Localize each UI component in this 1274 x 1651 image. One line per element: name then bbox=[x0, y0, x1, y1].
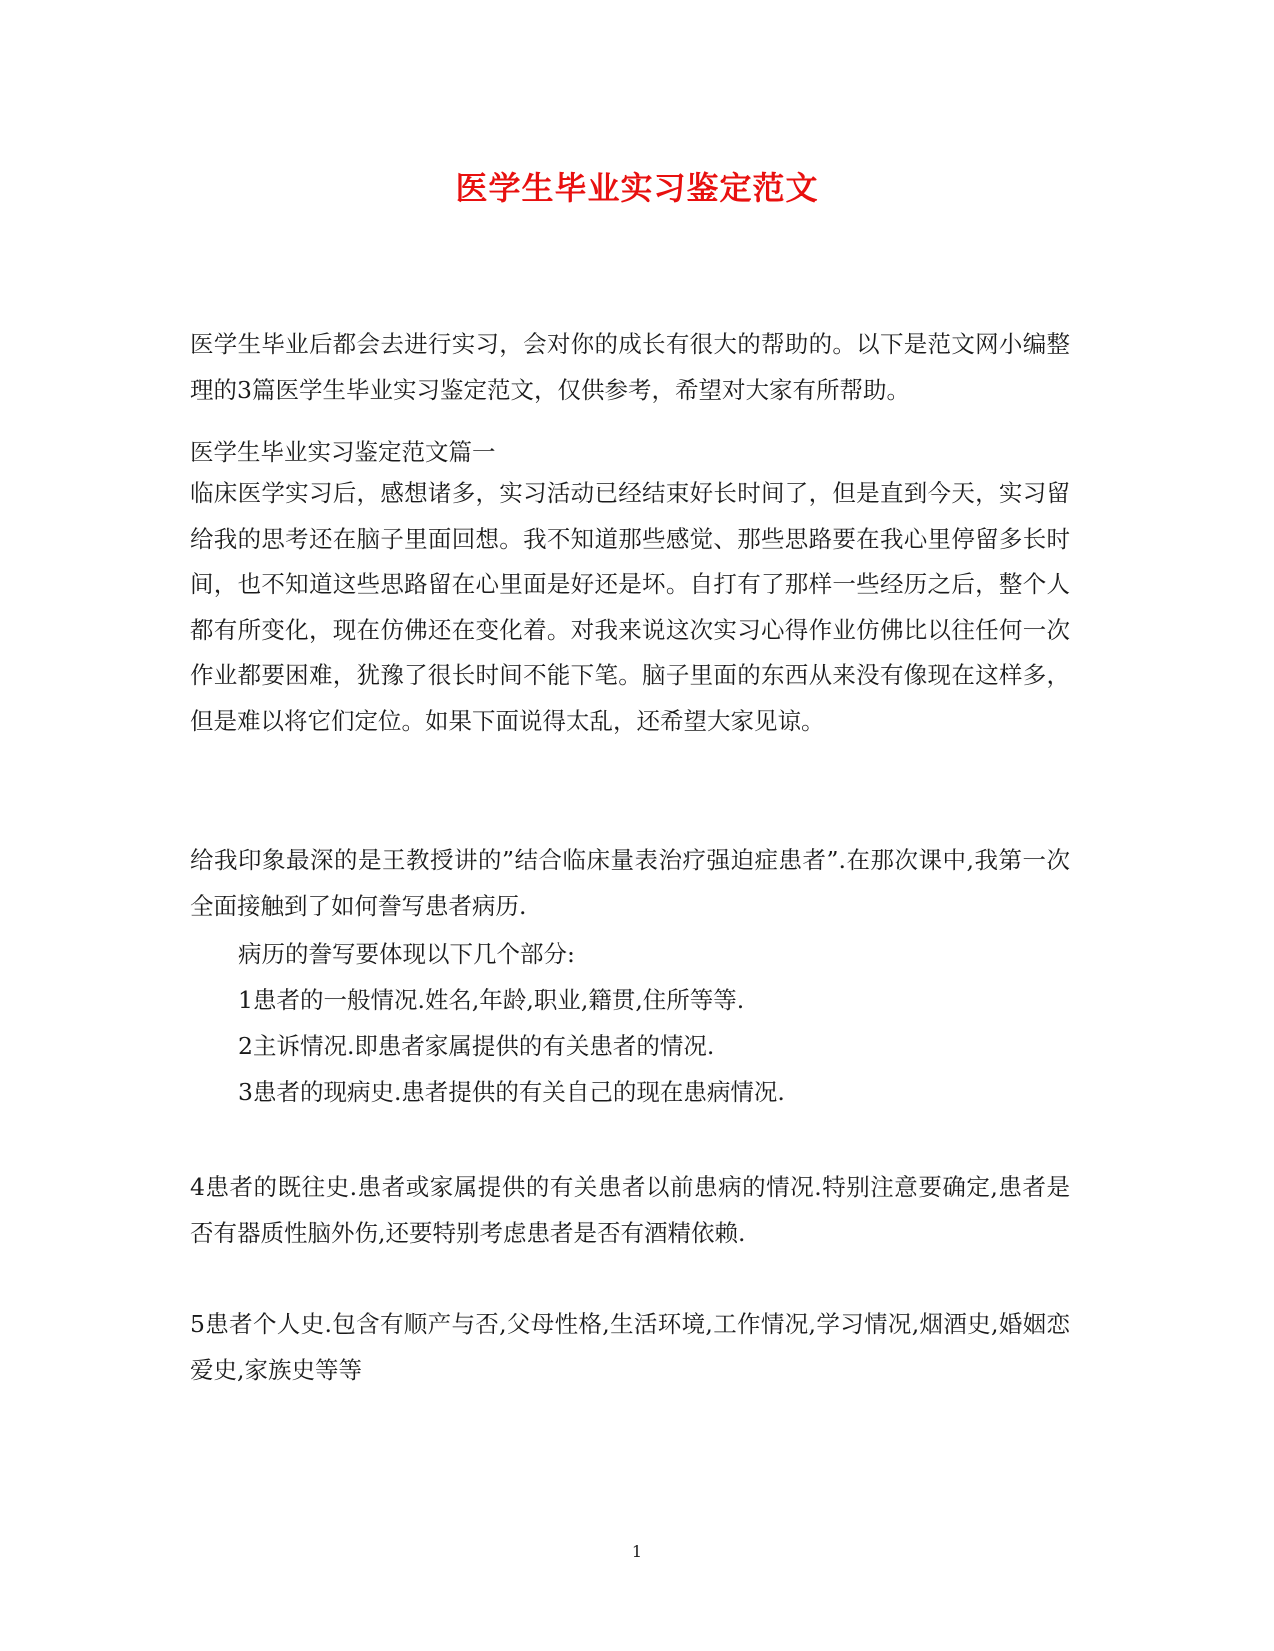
list-intro: 病历的誊写要体现以下几个部分: bbox=[238, 940, 575, 968]
body-paragraph-1: 临床医学实习后，感想诸多，实习活动已经结束好长时间了，但是直到今天，实习留给我的思考还在脑子里面回想。我不知道那些感觉、那些思路要在我心里停留多长时间，也不知道这些思路留在心里面是好还是坏。自打有了那样一些经历之后，整个人都有所变化，现在仿佛还在变化着。对我来说这次实习心得作业仿佛比以往任何一次作业都要困难，犹豫了很长时间不能下笔。脑子里面的东西从来没有像现在这样多，但是难以将它们定位。如果下面说得太乱，还希望大家见谅。 bbox=[190, 479, 1070, 735]
list-item-1: 1患者的一般情况.姓名,年龄,职业,籍贯,住所等等. bbox=[238, 986, 745, 1014]
page-number: 1 bbox=[631, 1542, 643, 1561]
body-paragraph-2: 给我印象最深的是王教授讲的”结合临床量表治疗强迫症患者”.在那次课中,我第一次全面接触到了如何誊写患者病历. bbox=[190, 846, 1070, 920]
list-item-2: 2主诉情况.即患者家属提供的有关患者的情况. bbox=[238, 1032, 715, 1060]
intro-paragraph: 医学生毕业后都会去进行实习，会对你的成长有很大的帮助的。以下是范文网小编整理的3篇医学生毕业实习鉴定范文，仅供参考，希望对大家有所帮助。 bbox=[190, 330, 1070, 404]
page-title: 医学生毕业实习鉴定范文 bbox=[455, 169, 819, 207]
list-item-5: 5患者个人史.包含有顺产与否,父母性格,生活环境,工作情况,学习情况,烟酒史,婚姻恋爱史,家族史等等 bbox=[190, 1310, 1070, 1384]
section-heading: 医学生毕业实习鉴定范文篇一 bbox=[190, 438, 496, 466]
list-item-4: 4患者的既往史.患者或家属提供的有关患者以前患病的情况.特别注意要确定,患者是否有器质性脑外伤,还要特别考虑患者是否有酒精依赖. bbox=[190, 1173, 1070, 1247]
list-item-3: 3患者的现病史.患者提供的有关自己的现在患病情况. bbox=[238, 1078, 785, 1106]
